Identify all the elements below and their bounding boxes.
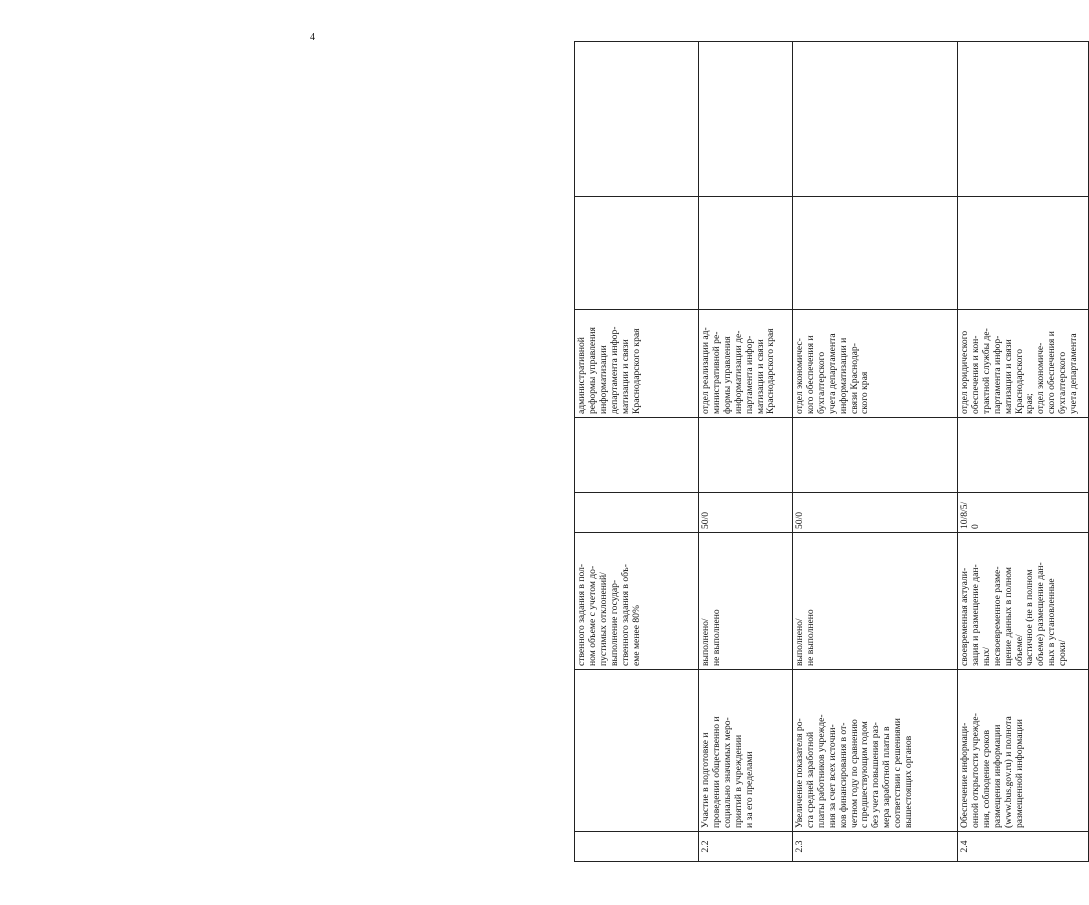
responsible-department: отдел юридического обеспечения и кон- трактной службы де- партамента инфор- матизации и связи Краснодарского края; отдел экономиче- ского обеспечения и бухгалтерского учета департамента — [958, 310, 1089, 418]
table-row — [575, 42, 699, 862]
points-value: 10/8/5/ 0 — [958, 493, 1089, 533]
criteria-text: выполнено/ не выполнено — [699, 533, 793, 670]
responsible-department: отдел экономичес- кого обеспечения и бухгалтерского учета департамента информатизации и связи Краснодар- ского края — [793, 310, 958, 418]
criteria-text: выполнено/ не выполнено — [793, 533, 958, 670]
row-number: 2.4 — [958, 832, 1089, 862]
criteria-text: своевременная актуали- зация и размещение дан- ных/ несвоевременное разме- щение данных в полном объеме/ частичное (не в полном объеме) размещение дан- ных в установленные сроки/ — [958, 533, 1089, 670]
extra-cell-1 — [699, 197, 793, 310]
extra-cell-1 — [575, 197, 699, 310]
extra-cell-2 — [575, 42, 699, 197]
extra-cell-1 — [958, 197, 1089, 310]
responsible-department: административной реформы управления информатизации департамента инфор- матизации и связи Краснодарского края — [575, 310, 699, 418]
indicator-name: Участие в подготовке и проведении общественно и социально значимых меро- приятий в учреждении и за его пределами — [699, 670, 793, 832]
period-cell — [575, 418, 699, 493]
table-row — [793, 42, 958, 862]
extra-cell-2 — [699, 42, 793, 197]
points-value — [575, 493, 699, 533]
criteria-table — [574, 41, 1089, 862]
extra-cell-2 — [958, 42, 1089, 197]
page-number: 4 — [310, 32, 315, 43]
points-value: 50/0 — [699, 493, 793, 533]
criteria-text: ственного задания в пол- ном объеме с учетом до- пустимых отклонений/ выполнение государ- ственного задания в объ- еме менее 80% — [575, 533, 699, 670]
indicator-name — [575, 670, 699, 832]
table-row — [958, 42, 1089, 862]
row-number: 2.3 — [793, 832, 958, 862]
period-cell — [793, 418, 958, 493]
extra-cell-1 — [793, 197, 958, 310]
rotated-table-wrapper — [574, 42, 1088, 862]
period-cell — [958, 418, 1089, 493]
row-number: 2.2 — [699, 832, 793, 862]
table-row — [699, 42, 793, 862]
indicator-name: Увеличение показателя ро- ста средней заработной платы работников учрежде- ния за счет всех источни- ков финансирования в от- четном году по сравнению с предшествующим годом без учета повышения раз- мера заработной платы в соответствии с решениями вышестоящих органов — [793, 670, 958, 832]
indicator-name: Обеспечение информаци- онной открытости учрежде- ния, соблюдение сроков размещения информации (www.bus.gov.ru) и полнота размещенной информации — [958, 670, 1089, 832]
points-value: 50/0 — [793, 493, 958, 533]
extra-cell-2 — [793, 42, 958, 197]
row-number — [575, 832, 699, 862]
period-cell — [699, 418, 793, 493]
responsible-department: отдел реализации ад- министративной ре- формы управления информатизации де- партамента инфор- матизации и связи Краснодарского края — [699, 310, 793, 418]
